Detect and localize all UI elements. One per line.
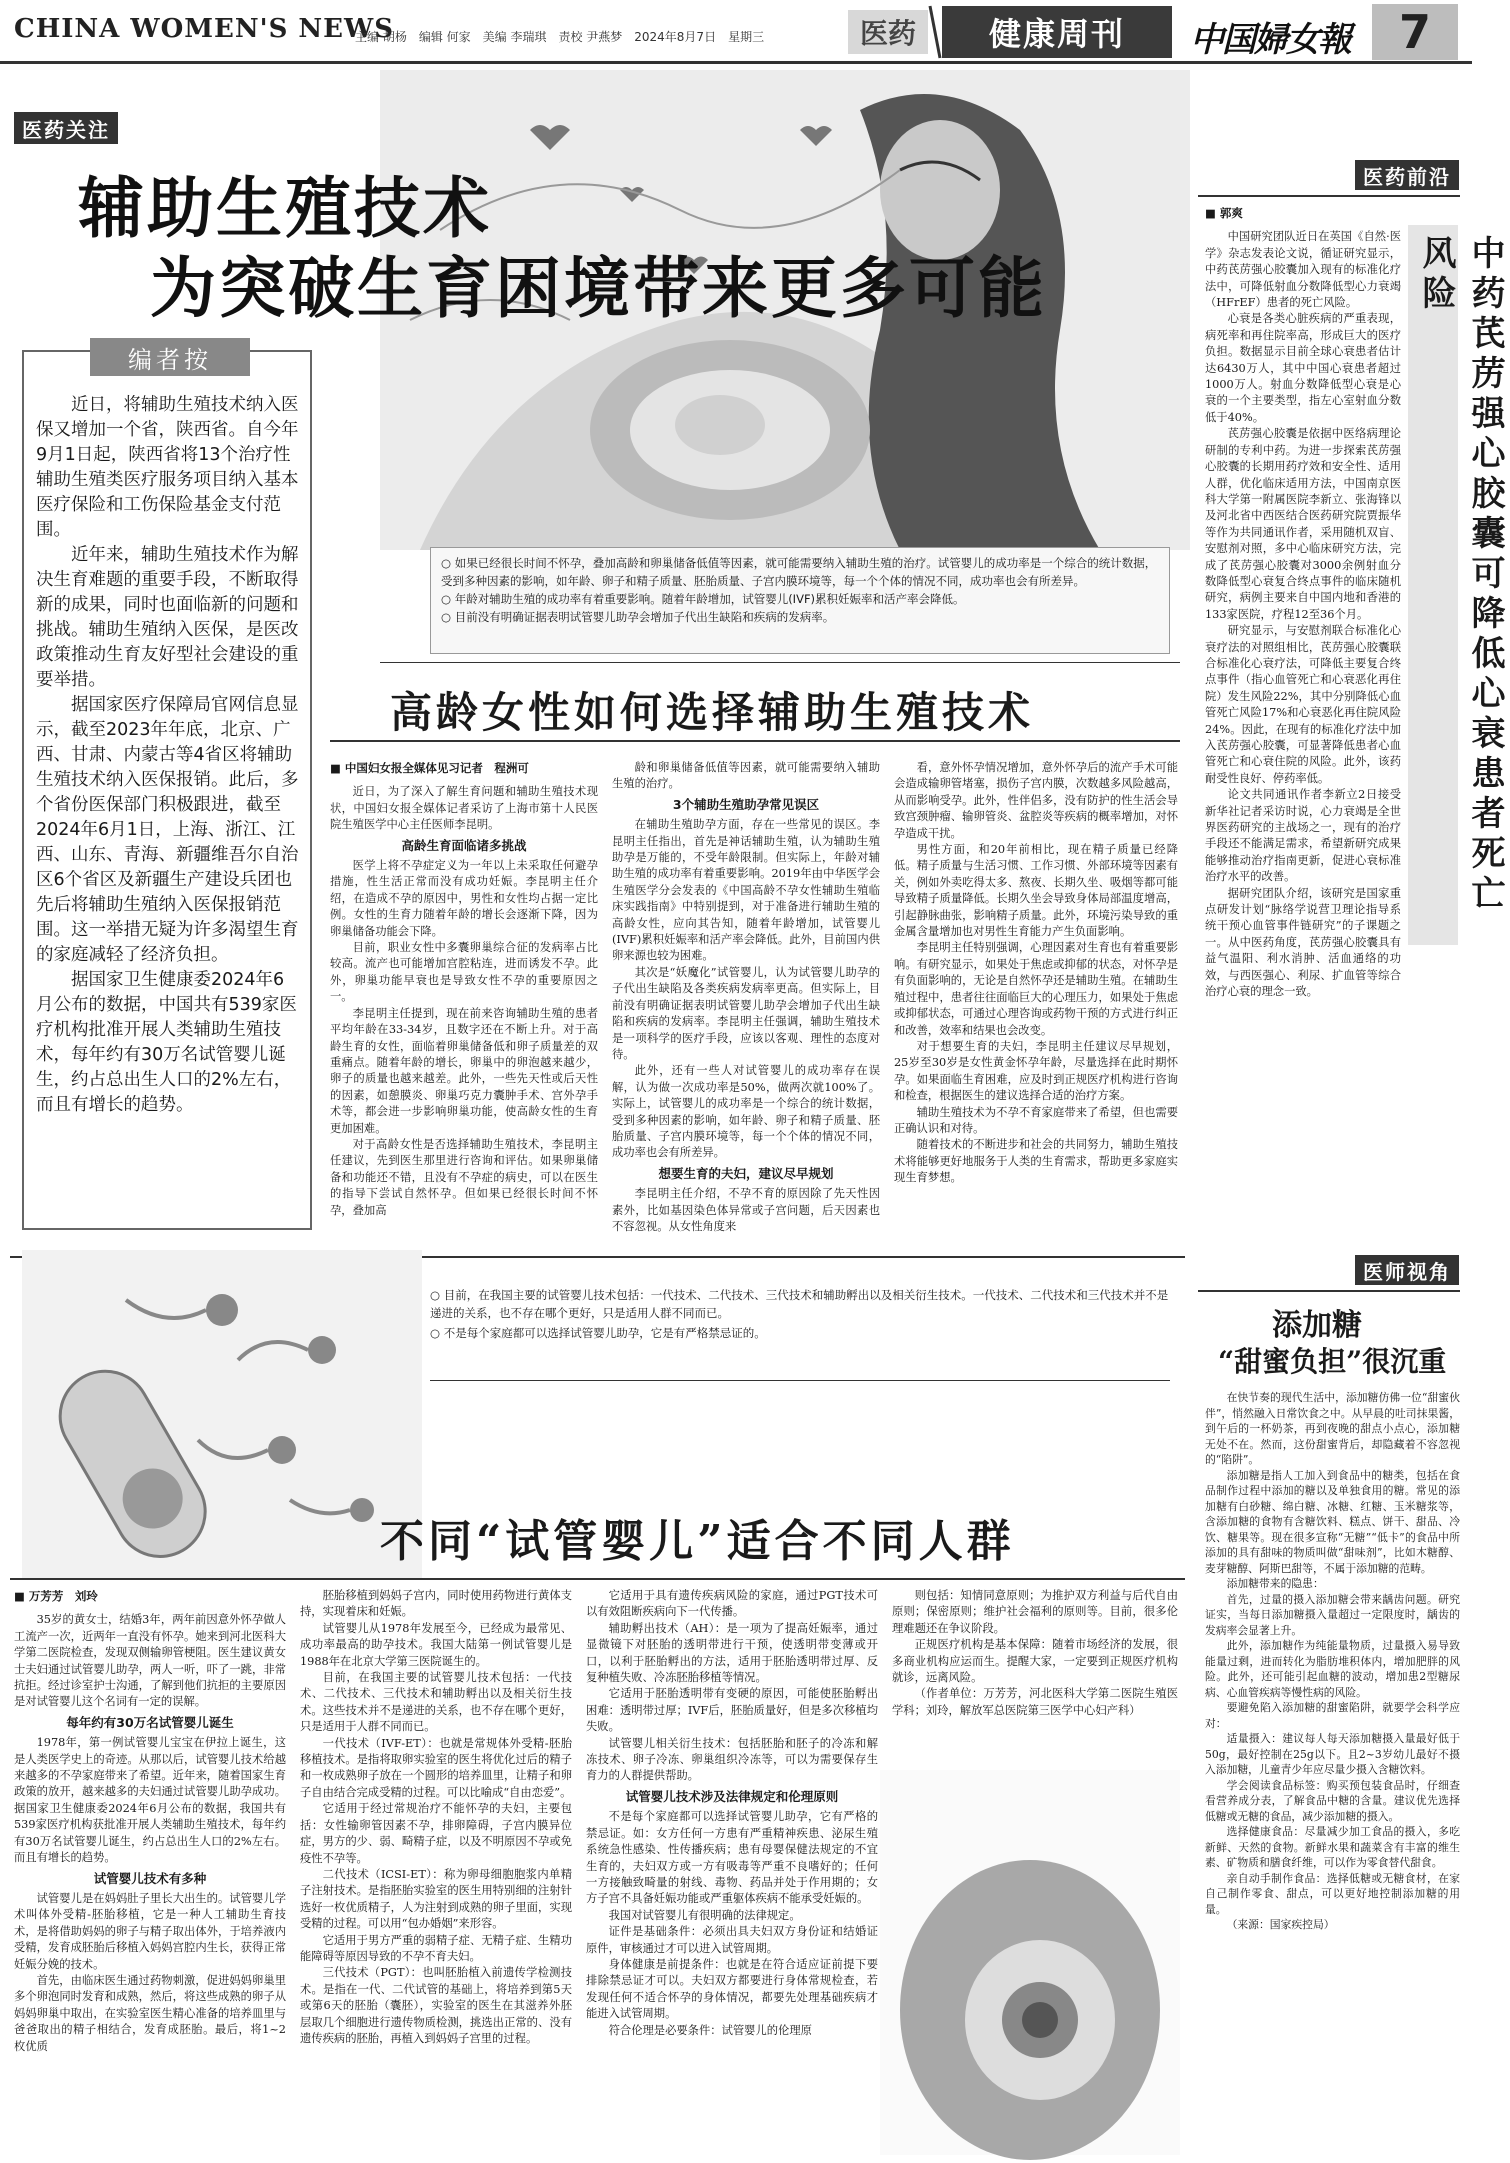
pregnancy-illustration: [880, 1770, 1180, 2155]
paragraph: 此外，添加糖作为纯能量物质，过量摄入易导致能量过剩，进而转化为脂肪堆积体内，增加肥胖的风险。此外，还可能引起血糖的波动，增加患2型糖尿病、心血管疾病等慢性病的风险。: [1205, 1639, 1460, 1699]
paragraph: 在辅助生殖助孕方面，存在一些常见的误区。李昆明主任指出，首先是神话辅助生殖，认为辅助生殖助孕是万能的，不受年龄限制。但实际上，年龄对辅助生殖的成功率有着重要影响。2019年由中华医学会生殖医学分会发表的《中国高龄不孕女性辅助生殖临床实践指南》中特别提到，对于准备进行辅助生殖的高龄女性，应向其告知，随着年龄增加，试管婴儿(IVF)累积妊娠率和活产率会降低。此外，目前国内供卵来源也较为困难。: [612, 818, 880, 963]
paragraph: 试管婴儿是在妈妈肚子里长大出生的。试管婴儿学术叫体外受精-胚胎移植，它是一种人工辅助生育技术，是将借助妈妈的卵子与精子取出体外，于培养液内受精，发育成胚胎后移植入妈妈宫腔内生长，获得正常妊娠分娩的技术。: [14, 1891, 286, 1971]
page-number: 7: [1372, 4, 1458, 60]
summary-point: ○ 目前，在我国主要的试管婴儿技术包括：一代技术、二代技术、三代技术和辅助孵出以及相关衍生技术。一代技术、二代技术和三代技术并不是递进的关系，也不存在哪个更好，只是适用人群不同而已。: [430, 1288, 1169, 1320]
weekly-tab: 健康周刊: [942, 6, 1172, 58]
older-article-column-1: [330, 760, 598, 1250]
paragraph: 则包括：知情同意原则；为推护双方利益与后代自由原则；保密原则；维护社会福利的原则等。目前，很多伦理难题还在争议阶段。: [892, 1589, 1178, 1635]
paragraph: 首先，由临床医生通过药物刺激，促进妈妈卵巢里多个卵泡同时发育和成熟，然后，将这些成熟的卵子从妈妈卵巢中取出，在实验室医生精心准备的培养皿里与爸爸取出的精子相结合，发育成胚胎。最后，将1~2枚优质: [14, 1973, 286, 2053]
paragraph: 医学上将不孕症定义为一年以上未采取任何避孕措施，性生活正常而没有成功妊娠。李昆明主任介绍，在造成不孕的原因中，男性和女性均占据一定比例。女性的生育力随着年龄的增长会逐渐下降，因为卵巢储备功能会下降。: [330, 859, 598, 938]
ivf-article-byline: ■ 万芳芳 刘玲: [14, 1589, 98, 1603]
lead-title-line2: 为突破生育困境带来更多可能: [150, 249, 1047, 327]
paragraph: 李昆明主任介绍，不孕不育的原因除了先天性因素外，比如基因染色体异常或子宫问题，后天因素也不容忽视。从女性角度来: [612, 1187, 880, 1233]
lead-title-line1: 辅助生殖技术: [78, 169, 492, 247]
ivf-article-column-2: [300, 1588, 572, 2153]
frontier-article-body: [1205, 205, 1401, 1245]
sugar-title-line1: 添加糖: [1272, 1308, 1362, 1343]
paragraph: 目前，在我国主要的试管婴儿技术包括：一代技术、二代技术、三代技术和辅助孵出以及相关衍生技术。这些技术并不是递进的关系，也不存在哪个更好，只是适用于人群不同而已。: [300, 1671, 572, 1734]
older-article-column-3: [894, 760, 1178, 1250]
column-text: [1205, 1390, 1460, 1933]
column-text: [892, 1588, 1178, 1719]
paragraph: 辅助孵出技术（AH）：是一项为了提高妊娠率，通过显微镜下对胚胎的透明带进行干预，使透明带变薄或开口，以利于胚胎孵出的方法，适用于胚胎透明带过厚、反复种植失败、冷冻胚胎移植等情况。: [586, 1621, 878, 1685]
paragraph: 它适用于胚胎透明带有变硬的原因，可能使胚胎孵出困难：透明带过厚；IVF后，胚胎质量好，但是多次移植均失败。: [586, 1687, 878, 1734]
frontier-article-title: 中药芪苈强心胶囊可降低心衰患者死亡风险: [1416, 235, 1505, 915]
summary-point: ○ 目前没有明确证据表明试管婴儿助孕会增加子代出生缺陷和疾病的发病率。: [441, 610, 835, 624]
editor-paragraph: 近日，将辅助生殖技术纳入医保又增加一个省，陕西省。自今年9月1日起，陕西省将13个治疗性辅助生殖类医疗服务项目纳入基本医疗保险和工伤保险基金支付范围。: [36, 395, 299, 540]
paragraph: 二代技术（ICSI-ET）：称为卵母细胞胞浆内单精子注射技术。是指胚胎实验室的医生用特别细的注射针选好一枚优质精子，人为注射到成熟的卵子里面，实现受精的过程。可以用“包办婚姻”来形容。: [300, 1867, 572, 1931]
older-article-byline: ■ 中国妇女报全媒体见习记者 程洲可: [330, 761, 529, 775]
ivf-article-column-4: [892, 1588, 1178, 1758]
subheading: 想要生育的夫妇，建议尽早规划: [658, 1165, 834, 1181]
editor-paragraph: 据国家卫生健康委2024年6月公布的数据，中国共有539家医疗机构批准开展人类辅助生殖技术，每年约有30万名试管婴儿诞生，约占总出生人口的2%左右，而且有增长的趋势。: [36, 970, 297, 1115]
sugar-article-body: [1205, 1390, 1460, 2155]
paragraph: 李昆明主任提到，现在前来咨询辅助生殖的患者平均年龄在33-34岁，且数字还在不断上升。对于高龄生育的女性，面临着卵巢储备低和卵子质量差的双重痛点。随着年龄的增长，卵巢中的卵泡越来越少，卵子的质量也越来越差。此外，一些先天性或后天性的因素，如憩膜炎、卵巢巧克力囊肿手术、宫外孕手术等，都会进一步影响卵巢功能，使高龄女性的生育更加困难。: [330, 1006, 598, 1135]
paragraph: 辅助生殖技术为不孕不育家庭带来了希望，但也需要正确认识和对待。: [894, 1105, 1178, 1135]
divider: [1198, 1290, 1460, 1292]
frontier-paragraph: 据研究团队介绍，该研究是国家重点研发计划“脉络学说营卫理论指导系统干预心血管事件链研究”的子课题之一。从中医药角度，芪苈强心胶囊具有益气温阳、利水消肿、活血通络的功效，与西医强心、利尿、扩血管等综合治疗心衰的理念一致。: [1205, 886, 1401, 999]
summary-point: ○ 如果已经很长时间不怀孕，叠加高龄和卵巢储备低值等因素，就可能需要纳入辅助生殖的治疗。试管婴儿的成功率是一个综合的统计数据，受到多种因素的影响，如年龄、卵子和精子质量、胚胎质量、子宫内膜环境等，每一个个体的情况不同，成功率也会有所差异。: [441, 556, 1157, 588]
column-text: [894, 760, 1178, 1187]
paragraph: 35岁的黄女士，结婚3年，两年前因意外怀孕做人工流产一次，近两年一直没有怀孕。她来到河北医科大学第二医院检查，发现双侧输卵管梗阻。医生建议黄女士夫妇通过试管婴儿助孕，两人一听，吓了一跳，非常抗拒。经过诊室护士沟通，了解到他们抗拒的主要原因是对试管婴儿这个名词有一定的误解。: [14, 1613, 286, 1709]
paragraph: 身体健康是前提条件：也就是在符合适应证前提下要排除禁忌证才可以。夫妇双方都要进行身体常规检查，若发现任何不适合怀孕的身体情况，都要先处理基础疾病才能进入试管周期。: [586, 1957, 878, 2021]
older-article-column-2: [612, 760, 880, 1250]
paragraph: 它适用于经过常规治疗不能怀孕的夫妇，主要包括：女性输卵管因素不孕，排卵障碍，子宫内膜异位症，男方的少、弱、畸精子症，以及不明原因不孕或免疫性不孕等。: [300, 1802, 572, 1865]
subheading: 每年约有30万名试管婴儿诞生: [66, 1714, 234, 1730]
column-text: [330, 784, 598, 1219]
paragraph: 学会阅读食品标签：购买预包装食品时，仔细查看营养成分表，了解食品中糖的含量。建议优先选择低糖或无糖的食品，减少添加糖的摄入。: [1205, 1778, 1460, 1823]
frontier-paragraph: 心衰是各类心脏疾病的严重表现，病死率和再住院率高，形成巨大的医疗负担。数据显示目前全球心衰患者估计达6430万人，其中中国心衰患者超过1000万人。射血分数降低型心衰是心衰的一个主要类型，指左心室射血分数低于40%。: [1205, 312, 1401, 424]
divider: [380, 662, 1180, 663]
paragraph: 适量摄入：建议每人每天添加糖摄入量最好低于50g，最好控制在25g以下。且2~3岁幼儿最好不摄入添加糖，儿童青少年应尽量少摄入含糖饮料。: [1205, 1732, 1460, 1776]
column-text: [300, 1588, 572, 2047]
sugar-title-line2: “甜蜜负担”很沉重: [1218, 1345, 1447, 1378]
newspaper-logo: 中国婦女報: [1190, 20, 1350, 60]
ivf-article-headline: 不同“试管婴儿”适合不同人群: [380, 1516, 1015, 1567]
divider: [330, 740, 1180, 742]
paragraph: 三代技术（PGT）：也叫胚胎植入前遗传学检测技术。是指在一代、二代试管的基础上，将培养到第5天或第6天的胚胎（囊胚），实验室的医生在其滋养外胚层取几个细胞进行遗传物质检测，挑选出正常的、没有遗传疾病的胚胎，再植入到妈妈子宫里的过程。: [300, 1966, 572, 2045]
paragraph: 看，意外怀孕情况增加，意外怀孕后的流产手术可能会造成输卵管堵塞，损伤子宫内膜，次数越多风险越高，从而影响受孕。此外，性伴侣多，没有防护的性生活会导致宫颈肿瘤、输卵管炎、盆腔炎等疾病的概率增加，对怀孕造成干扰。: [894, 761, 1178, 840]
section-tag-view: 医师视角: [1355, 1255, 1459, 1285]
column-text: [14, 1612, 286, 2055]
newspaper-english-name: CHINA WOMEN'S NEWS: [14, 14, 394, 44]
paragraph: （作者单位：万芳芳，河北医科大学第二医院生殖医学科；刘玲，解放军总医院第三医学中心妇产科）: [892, 1687, 1178, 1717]
paragraph: 李昆明主任特别强调，心理因素对生育也有着重要影响。有研究显示，如果处于焦虑或抑郁的状态，对怀孕是有负面影响的，无论是自然怀孕还是辅助生殖。在辅助生殖过程中，患者往往面临巨大的心理压力，如果处于焦虑或抑郁状态，可通过心理咨询或药物干预的方式进行纠正和改善，效率和结果也会改变。: [894, 941, 1178, 1037]
older-summary-box: [430, 547, 1170, 654]
subheading: 试管婴儿技术有多种: [93, 1870, 207, 1886]
editorial-credits: 主编 胡杨 编辑 何家 美编 李瑞琪 责校 尹燕梦 2024年8月7日 星期三: [355, 30, 765, 44]
ivf-illustration: [22, 1250, 422, 1580]
section-tab: 医药: [848, 10, 928, 54]
paragraph: 其次是“妖魔化”试管婴儿，认为试管婴儿助孕的子代出生缺陷及各类疾病发病率更高。但实际上，目前没有明确证据表明试管婴儿助孕会增加子代出生缺陷和疾病的发病率。李昆明主任强调，辅助生殖技术是一项科学的医疗手段，应该以客观、理性的态度对待。: [612, 965, 880, 1061]
column-text: [612, 760, 880, 1235]
tab-divider: [928, 6, 942, 58]
subheading: 高龄生育面临诸多挑战: [401, 837, 527, 853]
paragraph: 在快节奏的现代生活中，添加糖仿佛一位“甜蜜伙伴”，悄然融入日常饮食之中。从早晨的吐司抹果酱，到午后的一杯奶茶，再到夜晚的甜点小点心，添加糖无处不在。然而，这份甜蜜背后，却隐藏着不容忽视的“陷阱”。: [1205, 1391, 1460, 1466]
editor-paragraph: 近年来，辅助生殖技术作为解决生育难题的重要手段，不断取得新的成果，同时也面临新的问题和挑战。辅助生殖纳入医保，是医改政策推动生育友好型社会建设的重要举措。: [36, 545, 299, 690]
paragraph: 亲自动手制作食品：选择低糖或无糖食材，在家自己制作零食、甜点，可以更好地控制添加糖的用量。: [1205, 1871, 1460, 1916]
divider: [10, 1578, 1185, 1580]
paragraph: 试管婴儿从1978年发展至今，已经成为最常见、成功率最高的助孕技术。我国大陆第一例试管婴儿是1988年在北京大学第三医院诞生的。: [300, 1621, 572, 1668]
section-tag-focus: 医药关注: [14, 112, 118, 144]
divider: [1198, 195, 1460, 197]
paragraph: 符合伦理是必要条件：试管婴儿的伦理原: [608, 2023, 812, 2037]
paragraph: 龄和卵巢储备低值等因素，就可能需要纳入辅助生殖的治疗。: [612, 761, 880, 791]
summary-point: ○ 不是每个家庭都可以选择试管婴儿助孕，它是有严格禁忌证的。: [430, 1326, 766, 1340]
editor-paragraph: 据国家医疗保障局官网信息显示，截至2023年年底，北京、广西、甘肃、内蒙古等4省区将辅助生殖技术纳入医保报销。此后，多个省份医保部门积极跟进，截至2024年6月1日，上海、浙江、江西、山东、青海、新疆维吾尔自治区6个省区及新疆生产建设兵团也先后将辅助生殖纳入医保报销范围。这一举措无疑为许多渴望生育的家庭减轻了经济负担。: [36, 695, 299, 965]
older-article-headline: 高龄女性如何选择辅助生殖技术: [390, 688, 1035, 737]
summary-point: ○ 年龄对辅助生殖的成功率有着重要影响。随着年龄增加，试管婴儿(IVF)累积妊娠率和活产率会降低。: [441, 592, 965, 606]
paragraph: 1978年，第一例试管婴儿宝宝在伊拉上诞生，这是人类医学史上的奇迹。从那以后，试管婴儿技术给越来越多的不孕家庭带来了希望。近年来，随着国家生育政策的放开，越来越多的夫妇通过试管婴儿助孕成功。据国家卫生健康委2024年6月公布的数据，我国共有539家医疗机构获批准开展人类辅助生殖技术，每年约有30万名试管婴儿诞生，约占总出生人口的2%左右。而且有增长的趋势。: [14, 1736, 286, 1865]
paragraph: 近日，为了深入了解生育问题和辅助生殖技术现状，中国妇女报全媒体记者采访了上海市第十人民医院生殖医学中心主任医师李昆明。: [330, 785, 598, 832]
frontier-byline: ■ 郭爽: [1205, 206, 1243, 220]
paragraph: 对于高龄女性是否选择辅助生殖技术，李昆明主任建议，先到医生那里进行咨询和评估。如果卵巢储备和功能还不错，且没有不孕症的病史，可以在医生的指导下尝试自然怀孕。但如果已经很长时间不怀孕，叠加高: [330, 1137, 598, 1217]
editor-note-body: [36, 393, 300, 1213]
paragraph: 不是每个家庭都可以选择试管婴儿助孕，它有严格的禁忌证。如：女方任何一方患有严重精神疾患、泌尿生殖系统急性感染、性传播疾病；患有母婴保健法规定的不宜生育的，夫妇双方或一方有吸毒等严重不良嗜好的；任何一方接触致畸量的射线、毒物、药品并处于作用期的；女方子宫不具备妊娠功能或严重躯体疾病不能承受妊娠的。: [586, 1810, 878, 1906]
paragraph: 对于想要生育的夫妇，李昆明主任建议尽早规划，25岁至30岁是女性黄金怀孕年龄，尽量选择在此时期怀孕。如果面临生育困难，应及时到正规医疗机构进行咨询和检查，根据医生的建议选择合适的治疗方案。: [894, 1039, 1178, 1103]
section-tag-frontier: 医药前沿: [1355, 160, 1459, 190]
paragraph: 它适用于男方严重的弱精子症、无精子症、生精功能障碍等原因导致的不孕不育夫妇。: [300, 1933, 572, 1963]
ivf-article-column-1: [14, 1588, 286, 2153]
paragraph: （来源：国家疾控局）: [1226, 1918, 1335, 1931]
paragraph: 目前，职业女性中多囊卵巢综合征的发病率占比较高。流产也可能增加宫腔粘连，进而诱发不孕。此外，卵巢功能早衰也是导致女性不孕的重要原因之一。: [330, 941, 598, 1004]
paragraph: 一代技术（IVF-ET）：也就是常规体外受精-胚胎移植技术。是指将取卵实验室的医生将优化过后的精子和一枚成熟卵子放在一个圆形的培养皿里，让精子和卵子自由结合完成受精的过程。可以比喻成“自由恋爱”。: [300, 1736, 572, 1799]
ivf-summary-box: [420, 1280, 1180, 1360]
frontier-paragraph: 论文共同通讯作者李新立2日接受新华社记者采访时说，心力衰竭是全世界医药研究的主战场之一，现有的治疗手段还不能满足需求，希望新研究成果能够推动治疗指南更新，促进心衰标准治疗水平的改善。: [1205, 788, 1401, 884]
editor-note-heading: 编者按: [90, 338, 250, 376]
column-text: [586, 1588, 878, 2039]
paragraph: 选择健康食品：尽量减少加工食品的摄入，多吃新鲜、天然的食物。新鲜水果和蔬菜含有丰富的维生素、矿物质和膳食纤维，可以作为零食替代甜食。: [1205, 1825, 1460, 1869]
paragraph: 添加糖带来的隐患：: [1226, 1577, 1324, 1590]
paragraph: 它适用于具有遗传疾病风险的家庭，通过PGT技术可以有效阻断疾病向下一代传播。: [586, 1589, 878, 1619]
paragraph: 正规医疗机构是基本保障：随着市场经济的发展，很多商业机构应运而生。提醒大家，一定要到正规医疗机构就诊，远离风险。: [892, 1638, 1178, 1685]
paragraph: 证件是基础条件：必须出具夫妇双方身份证和结婚证原件，审核通过才可以进入试管周期。: [586, 1925, 878, 1955]
paragraph: 此外，还有一些人对试管婴儿的成功率存在误解，认为做一次成功率是50%，做两次就100%了。实际上，试管婴儿的成功率是一个综合的统计数据，受到多种因素的影响，如年龄、卵子和精子质量、胚胎质量、子宫内膜环境等，每一个个体的情况不同，成功率也会有所差异。: [612, 1064, 880, 1160]
subheading: 试管婴儿技术涉及法律规定和伦理原则: [625, 1788, 839, 1804]
paragraph: 随着技术的不断进步和社会的共同努力，辅助生殖技术将能够更好地服务于人类的生育需求，帮助更多家庭实现生育梦想。: [894, 1138, 1178, 1185]
frontier-paragraph: 研究显示，与安慰剂联合标准化心衰疗法的对照组相比，芪苈强心胶囊联合标准化心衰疗法，可降低主要复合终点事件（指心血管死亡和心衰恶化再住院）发生风险22%，其中分别降低心血管死亡风险17%和心衰恶化再住院风险24%。因此，在现有的标准化疗法中加入芪苈强心胶囊，可显著降低患者心血管死亡和心衰住院的风险。此外，该药耐受性良好、停药率低。: [1205, 624, 1401, 785]
paragraph: 我国对试管婴儿有很明确的法律规定。: [608, 1908, 801, 1922]
subheading: 3个辅助生殖助孕常见误区: [672, 796, 820, 812]
paragraph: 男性方面，和20年前相比，现在精子质量已经降低。精子质量与生活习惯、工作习惯、外部环境等因素有关，例如外卖吃得太多、熬夜、长期久坐、吸烟等都可能导致精子质量降低。长期久坐会导致身体局部温度增高，引起静脉曲张，影响精子质量。此外，环境污染导致的重金属含量增加也对男性生育能力产生负面影响。: [894, 843, 1178, 939]
frontier-paragraph: 芪苈强心胶囊是依据中医络病理论研制的专利中药。为进一步探索芪苈强心胶囊的长期用药疗效和安全性、适用人群，优化临床适用方法，中国南京医科大学第一附属医院李新立、张海锋以及河北省中西医结合医药研究院贾振华等作为共同通讯作者，采用随机双盲、安慰剂对照，多中心临床研究方法，完成了芪苈强心胶囊对3000余例射血分数降低型心衰复合终点事件的临床随机研究，病例主要来自中国内地和香港的133家医院，疗程12至36个月。: [1205, 427, 1401, 621]
paragraph: 添加糖是指人工加入到食品中的糖类，包括在食品制作过程中添加的糖以及单独食用的糖。常见的添加糖有白砂糖、绵白糖、冰糖、红糖、玉米糖浆等，含添加糖的食物有含糖饮料、糕点、饼干、甜品、冷饮、糖果等。现在很多宣称“无糖”“低卡”的食品中所添加的具有甜味的物质叫做“甜味剂”，比如木糖醇、麦芽糖醇、阿斯巴甜等，不属于添加糖的范畴。: [1205, 1468, 1460, 1575]
ivf-article-column-3: [586, 1588, 878, 2153]
frontier-paragraph: 中国研究团队近日在英国《自然·医学》杂志发表论文说，循证研究显示，中药芪苈强心胶囊加入现有的标准化疗法中，可降低射血分数降低型心力衰竭（HFrEF）患者的死亡风险。: [1205, 230, 1401, 310]
paragraph: 要避免陷入添加糖的甜蜜陷阱，就要学会科学应对：: [1205, 1701, 1460, 1730]
paragraph: 胚胎移植到妈妈子宫内，同时使用药物进行黄体支持，实现着床和妊娠。: [300, 1589, 572, 1619]
divider: [430, 1380, 1170, 1381]
paragraph: 首先，过量的摄入添加糖会带来龋齿问题。研究证实，当每日添加糖摄入量超过一定限度时，龋齿的发病率会显著上升。: [1205, 1592, 1460, 1637]
paragraph: 试管婴儿相关衍生技术：包括胚胎和胚子的冷冻和解冻技术、卵子冷冻、卵巢组织冷冻等，可以为需要保存生育力的人群提供帮助。: [586, 1736, 878, 1783]
